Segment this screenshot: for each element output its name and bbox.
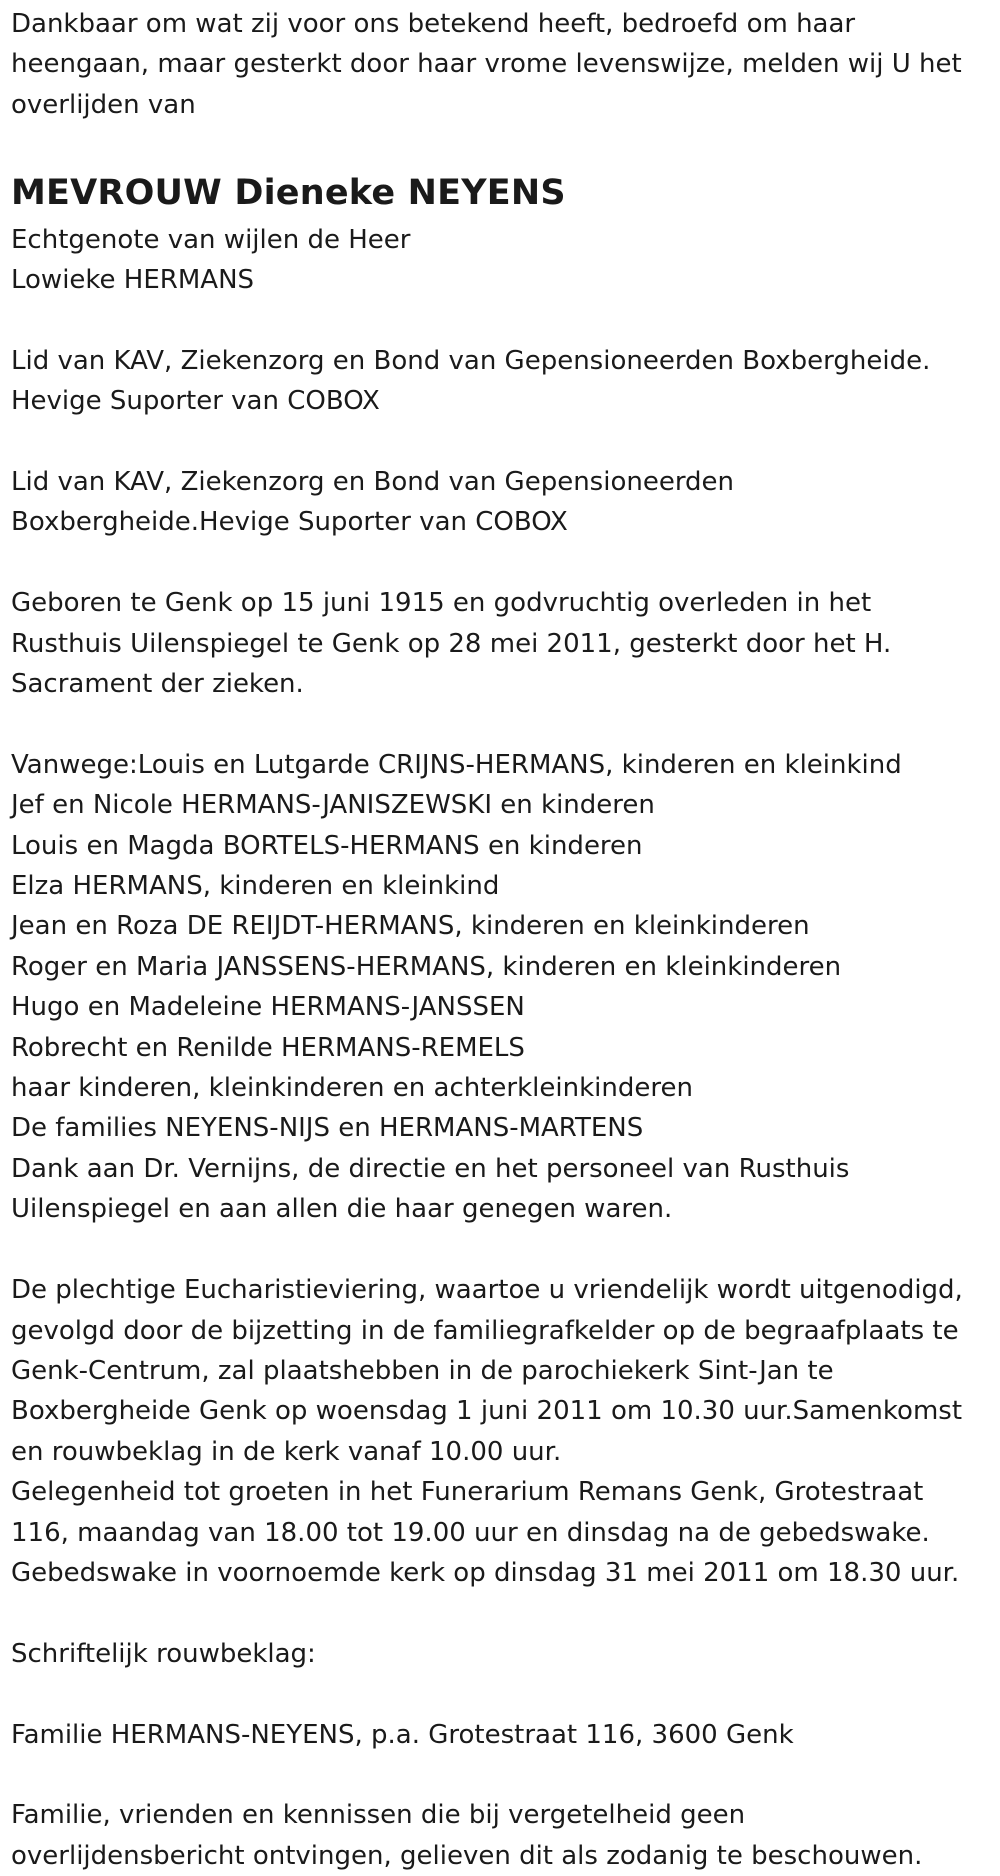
membership-paragraph-1	[11, 341, 1000, 422]
intro-line: heengaan, maar gesterkt door haar vrome levenswijze, melden wij U het	[11, 49, 962, 80]
family-address: Familie HERMANS-NEYENS, p.a. Grotestraat 116, 3600 Genk	[11, 1719, 794, 1750]
ceremony-paragraph	[11, 1270, 1000, 1593]
ceremony-line: gevolgd door de bijzetting in de familiegrafkelder op de begraafplaats te	[11, 1315, 959, 1346]
family-line: Robrecht en Renilde HERMANS-REMELS	[11, 1032, 525, 1063]
intro-line: Dankbaar om wat zij voor ons betekend heeft, bedroefd om haar	[11, 9, 856, 39]
ceremony-line: Gelegenheid tot groeten in het Funerarium Remans Genk, Grotestraat	[11, 1477, 924, 1508]
family-line: Dank aan Dr. Vernijns, de directie en het personeel van Rusthuis	[11, 1153, 850, 1184]
closing-paragraph	[11, 1795, 1000, 1876]
closing-line: Familie, vrienden en kennissen die bij vergetelheid geen	[11, 1800, 746, 1831]
birth-death-line: Rusthuis Uilenspiegel te Genk op 28 mei 2011, gesterkt door het H.	[11, 628, 892, 659]
family-line: Hugo en Madeleine HERMANS-JANSSEN	[11, 992, 525, 1023]
ceremony-line: Boxbergheide Genk op woensdag 1 juni 2011 om 10.30 uur.Samenkomst	[11, 1396, 963, 1427]
written-condolences-label: Schriftelijk rouwbeklag:	[11, 1638, 316, 1669]
ceremony-line: De plechtige Eucharistieviering, waartoe u vriendelijk wordt uitgenodigd,	[11, 1275, 963, 1306]
spacer	[11, 1755, 1000, 1795]
family-line: De families NEYENS-NIJS en HERMANS-MARTENS	[11, 1113, 644, 1144]
spacer	[11, 543, 1000, 583]
ceremony-line: 116, maandag van 18.00 tot 19.00 uur en dinsdag na de gebedswake.	[11, 1517, 930, 1548]
membership-line: Lid van KAV, Ziekenzorg en Bond van Gepensioneerden Boxbergheide.	[11, 345, 931, 376]
family-line: Jef en Nicole HERMANS-JANISZEWSKI en kinderen	[11, 790, 655, 821]
family-line: Uilenspiegel en aan allen die haar genegen waren.	[11, 1194, 673, 1225]
family-line: Louis en Magda BORTELS-HERMANS en kinderen	[11, 830, 643, 861]
family-line: Roger en Maria JANSSENS-HERMANS, kinderen en kleinkinderen	[11, 951, 842, 982]
birth-death-paragraph	[11, 583, 1000, 704]
spacer	[11, 300, 1000, 340]
spouse-line: Echtgenote van wijlen de Heer	[11, 224, 411, 255]
membership-line: Lid van KAV, Ziekenzorg en Bond van Gepensioneerden	[11, 467, 735, 498]
spacer	[11, 1230, 1000, 1270]
spacer	[11, 422, 1000, 462]
ceremony-line: Gebedswake in voornoemde kerk op dinsdag 31 mei 2011 om 18.30 uur.	[11, 1557, 960, 1588]
spacer	[11, 1674, 1000, 1714]
spacer	[11, 125, 1000, 165]
family-list	[11, 745, 1000, 1230]
spacer	[11, 704, 1000, 744]
family-line: Vanwege:Louis en Lutgarde CRIJNS-HERMANS, kinderen en kleinkind	[11, 749, 902, 780]
spacer	[11, 1593, 1000, 1633]
intro-paragraph	[11, 4, 1000, 125]
spouse-line: Lowieke HERMANS	[11, 265, 255, 296]
family-line: Elza HERMANS, kinderen en kleinkind	[11, 871, 500, 902]
membership-line: Boxbergheide.Hevige Suporter van COBOX	[11, 507, 568, 538]
deceased-name: MEVROUW Dieneke NEYENS	[11, 172, 566, 213]
family-line: haar kinderen, kleinkinderen en achterkleinkinderen	[11, 1073, 693, 1104]
birth-death-line: Sacrament der zieken.	[11, 669, 304, 700]
family-line: Jean en Roza DE REIJDT-HERMANS, kinderen en kleinkinderen	[11, 911, 810, 942]
intro-line: overlijden van	[11, 89, 196, 120]
spouse-paragraph	[11, 220, 1000, 301]
membership-line: Hevige Suporter van COBOX	[11, 386, 380, 417]
ceremony-line: en rouwbeklag in de kerk vanaf 10.00 uur.	[11, 1436, 562, 1467]
closing-line: overlijdensbericht ontvingen, gelieven dit als zodanig te beschouwen.	[11, 1840, 923, 1871]
membership-paragraph-2	[11, 462, 1000, 543]
ceremony-line: Genk-Centrum, zal plaatshebben in de parochiekerk Sint-Jan te	[11, 1355, 834, 1386]
birth-death-line: Geboren te Genk op 15 juni 1915 en godvruchtig overleden in het	[11, 588, 872, 619]
